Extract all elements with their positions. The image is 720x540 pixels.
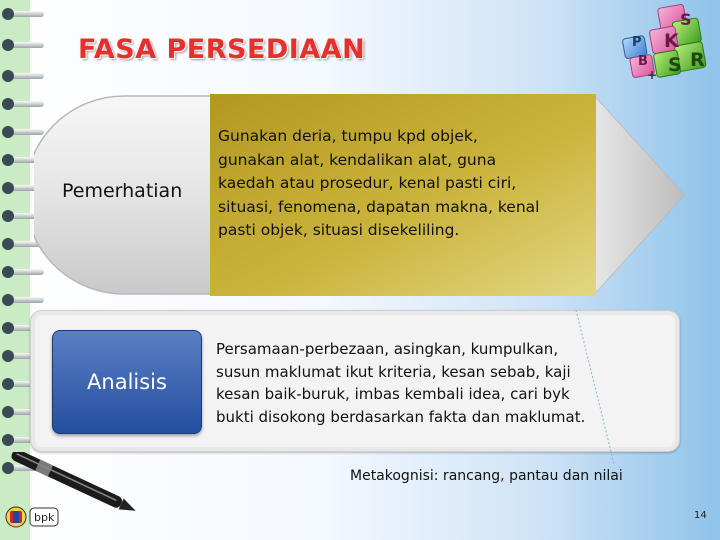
bpk-logo-text: bpk (34, 511, 55, 524)
page-number: 14 (694, 510, 707, 521)
slide-title: FASA PERSEDIAAN (78, 34, 366, 65)
analisis-button[interactable] (52, 330, 202, 434)
pemerhatian-label: Pemerhatian (62, 180, 183, 202)
logo-letter: S (680, 10, 692, 29)
kssr-logo-letters (614, 4, 714, 88)
binder-ring-icon (2, 39, 44, 51)
metakognisi-text: Metakognisi: rancang, pantau dan nilai (350, 468, 623, 484)
logo-letter: S (668, 54, 682, 76)
logo-letter: B (638, 54, 648, 69)
pemerhatian-text: Gunakan deria, tumpu kpd objek, gunakan alat, kendalikan alat, guna kaedah atau prosedur, kenal pasti ciri, situasi, fenomena, dapatan makna, kenal pasti objek, situasi disekeliling. (218, 127, 540, 239)
binder-ring-icon (2, 8, 44, 20)
logo-letter: + (647, 68, 658, 82)
logo-letter: R (690, 49, 705, 71)
analisis-text: Persamaan-perbezaan, asingkan, kumpulkan, susun maklumat ikut kriteria, kesan sebab, kaji kesan baik-buruk, imbas kembali idea, cari byk bukti disokong berdasarkan fakta dan maklumat. (216, 340, 586, 426)
logo-letter: P (632, 35, 642, 50)
malaysia-crest-icon (6, 507, 26, 527)
binder-ring-icon (2, 70, 44, 82)
logo-letter: K (664, 30, 679, 52)
analisis-label: Analisis (87, 370, 167, 394)
